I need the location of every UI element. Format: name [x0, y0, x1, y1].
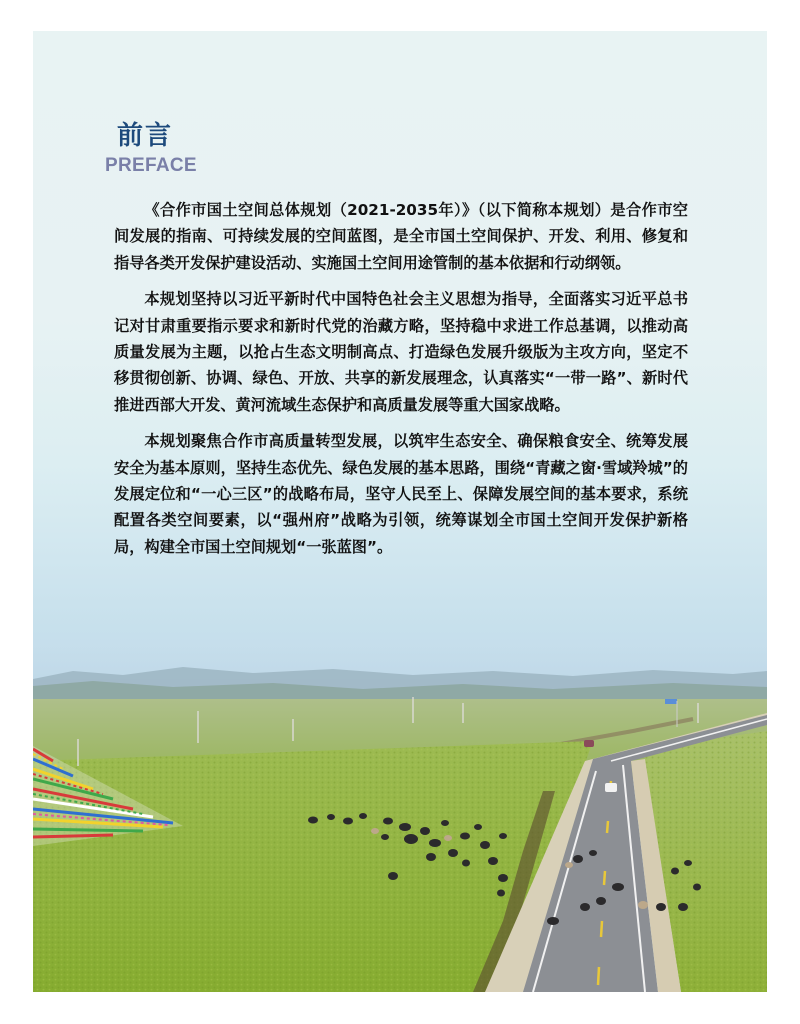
preface-body	[114, 197, 688, 570]
paragraph: 本规划聚焦合作市高质量转型发展，以筑牢生态安全、确保粮食安全、统筹发展安全为基本原则，坚持生态优先、绿色发展的基本思路，围绕“青藏之窗·雪域羚城”的发展定位和“一心三区”的战略布局，坚守人民至上、保障发展空间的基本要求，系统配置各类空间要素，以“强州府”战略为引领，统筹谋划全市国土空间开发保护新格局，构建全市国土空间规划“一张蓝图”。	[114, 432, 688, 556]
paragraph: 《合作市国土空间总体规划（2021-2035年）》（以下简称本规划）是合作市空间发展的指南、可持续发展的空间蓝图，是全市国土空间保护、开发、利用、修复和指导各类开发保护建设活动、实施国土空间用途管制的基本依据和行动纲领。	[114, 201, 688, 272]
page-subtitle: PREFACE	[105, 155, 197, 176]
page-title: 前言	[117, 121, 174, 151]
landscape-photo	[33, 631, 767, 992]
paragraph: 本规划坚持以习近平新时代中国特色社会主义思想为指导，全面落实习近平总书记对甘肃重要指示要求和新时代党的治藏方略，坚持稳中求进工作总基调，以推动高质量发展为主题，以抢占生态文明制高点、打造绿色发展升级版为主攻方向，坚定不移贯彻创新、协调、绿色、开放、共享的新发展理念，认真落实“一带一路”、新时代推进西部大开发、黄河流域生态保护和高质量发展等重大国家战略。	[114, 290, 688, 414]
document-page	[33, 31, 767, 992]
